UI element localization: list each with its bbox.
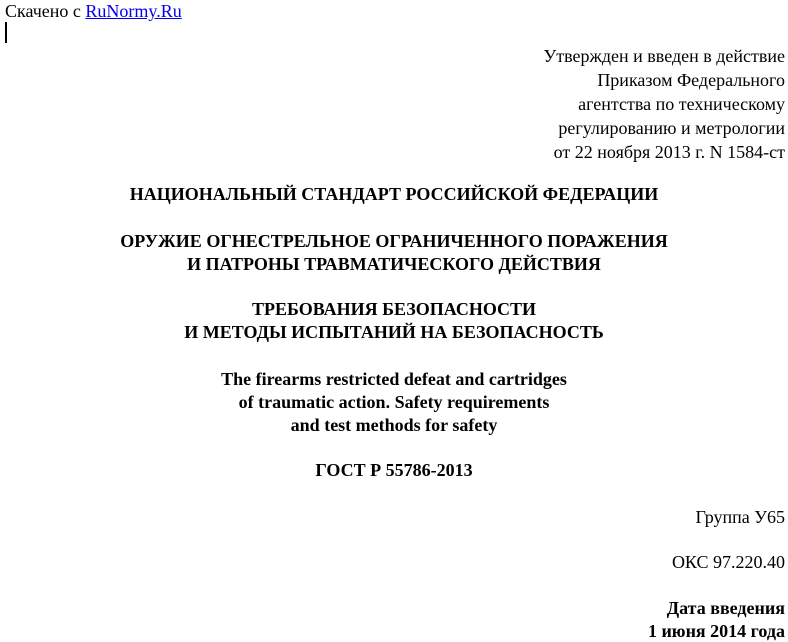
gost-number: ГОСТ Р 55786-2013 bbox=[315, 460, 473, 480]
national-standard-title: НАЦИОНАЛЬНЫЙ СТАНДАРТ РОССИЙСКОЙ ФЕДЕРАЦИИ bbox=[129, 184, 659, 204]
subject-title-line: ОРУЖИЕ ОГНЕСТРЕЛЬНОЕ ОГРАНИЧЕННОГО ПОРАЖЕНИЯ bbox=[120, 231, 668, 251]
english-title-line: The firearms restricted defeat and cartridges bbox=[221, 369, 567, 389]
subject-title-line: И ПАТРОНЫ ТРАВМАТИЧЕСКОГО ДЕЙСТВИЯ bbox=[187, 254, 601, 274]
text-cursor bbox=[5, 22, 7, 43]
approval-line: от 22 ноября 2013 г. N 1584-ст bbox=[553, 142, 785, 162]
intro-date-label: Дата введения bbox=[666, 598, 785, 618]
english-title-line: of traumatic action. Safety requirements bbox=[238, 392, 550, 412]
requirements-title-line: ТРЕБОВАНИЯ БЕЗОПАСНОСТИ bbox=[251, 299, 537, 319]
approval-line: Утвержден и введен в действие bbox=[543, 46, 785, 66]
approval-line: агентства по техническому bbox=[578, 94, 785, 114]
source-link[interactable]: RuNormy.Ru bbox=[85, 1, 182, 21]
approval-line: Приказом Федерального bbox=[597, 70, 785, 90]
requirements-title-line: И МЕТОДЫ ИСПЫТАНИЙ НА БЕЗОПАСНОСТЬ bbox=[184, 322, 604, 342]
source-line bbox=[5, 0, 182, 22]
approval-line: регулированию и метрологии bbox=[558, 118, 785, 138]
oks-code: ОКС 97.220.40 bbox=[671, 552, 785, 572]
intro-date-value: 1 июня 2014 года bbox=[647, 621, 785, 641]
group-code: Группа У65 bbox=[695, 507, 785, 527]
source-prefix: Скачено с bbox=[5, 1, 81, 21]
english-title-line: and test methods for safety bbox=[290, 415, 498, 435]
